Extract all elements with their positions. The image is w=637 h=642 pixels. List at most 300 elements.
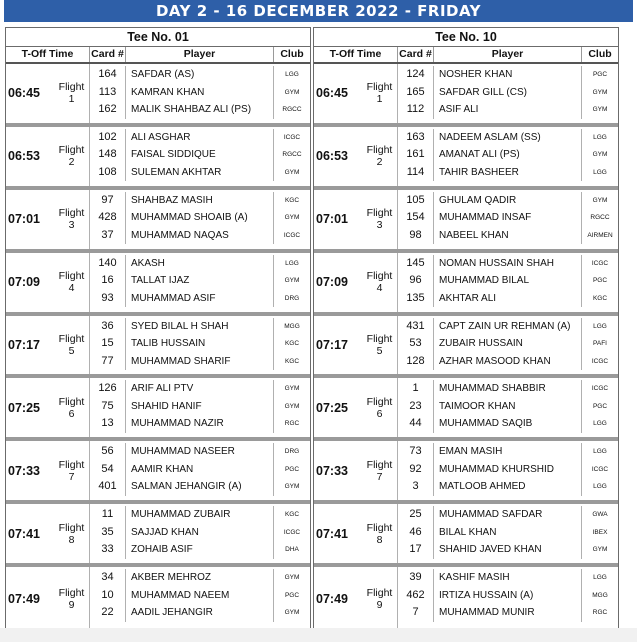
club-code: LGG xyxy=(593,168,607,176)
card-number: 25 xyxy=(398,506,434,524)
card-number: 13 xyxy=(90,415,126,433)
player-name: MUHAMMAD SHABBIR xyxy=(434,380,582,398)
header-club: Club xyxy=(280,48,304,60)
player-row xyxy=(398,478,618,496)
player-name: MUHAMMAD ZUBAIR xyxy=(126,506,274,524)
flight-number: 4 xyxy=(376,282,383,295)
player-row xyxy=(90,353,310,371)
flight-word: Flight xyxy=(58,207,85,220)
club-code: ICGC xyxy=(283,133,301,141)
player-name: MUHAMMAD NASEER xyxy=(126,443,274,461)
player-name: EMAN MASIH xyxy=(434,443,582,461)
flight-label xyxy=(54,504,90,563)
flight-group xyxy=(6,253,310,316)
tee-title: Tee No. 01 xyxy=(6,28,310,47)
club-code: GYM xyxy=(284,88,300,96)
flight-number: 4 xyxy=(68,282,75,295)
club-code: ICGC xyxy=(591,259,609,267)
player-list xyxy=(90,506,310,559)
player-name: MUHAMMAD SAFDAR xyxy=(434,506,582,524)
flight-group xyxy=(314,190,618,253)
card-number: 1 xyxy=(398,380,434,398)
flight-number: 2 xyxy=(68,156,75,169)
card-number: 93 xyxy=(90,290,126,308)
club-code: KGC xyxy=(284,357,300,365)
flight-label xyxy=(362,127,398,186)
player-row xyxy=(90,209,310,227)
card-number: 135 xyxy=(398,290,434,308)
club-code: RGCC xyxy=(282,106,302,113)
card-number: 7 xyxy=(398,604,434,622)
club-code: PGC xyxy=(284,591,300,599)
player-list xyxy=(90,443,310,496)
card-number: 145 xyxy=(398,255,434,273)
card-number: 36 xyxy=(90,318,126,336)
card-number: 462 xyxy=(398,587,434,605)
player-name: MUHAMMAD MUNIR xyxy=(434,604,582,622)
player-list xyxy=(398,380,618,433)
club-code: LGG xyxy=(593,483,607,491)
flight-word: Flight xyxy=(58,521,85,534)
player-row xyxy=(398,415,618,433)
player-name: AZHAR MASOOD KHAN xyxy=(434,353,582,371)
flight-group xyxy=(6,441,310,504)
player-name: NOMAN HUSSAIN SHAH xyxy=(434,255,582,273)
player-name: NOSHER KHAN xyxy=(434,66,582,84)
card-number: 16 xyxy=(90,272,126,290)
flight-label xyxy=(54,127,90,186)
flight-group xyxy=(6,316,310,379)
club-code: RGC xyxy=(592,609,608,617)
flight-label xyxy=(362,253,398,312)
tee-off-time: 07:25 xyxy=(316,400,348,415)
flight-groups xyxy=(314,64,618,630)
flight-label xyxy=(362,567,398,630)
player-list xyxy=(398,569,618,622)
player-row xyxy=(398,569,618,587)
club-code: LGG xyxy=(285,71,299,78)
flight-number: 7 xyxy=(376,470,383,483)
player-row xyxy=(90,129,310,147)
flight-number: 7 xyxy=(68,470,75,483)
player-name: MALIK SHAHBAZ ALI (PS) xyxy=(126,101,274,119)
player-row xyxy=(90,541,310,559)
card-number: 56 xyxy=(90,443,126,461)
player-row xyxy=(90,443,310,461)
club-code: LGG xyxy=(593,420,607,428)
flight-number: 9 xyxy=(68,598,75,611)
flight-group xyxy=(314,441,618,504)
club-code: KGC xyxy=(284,196,300,204)
flight-label xyxy=(362,64,398,123)
club-code: LGG xyxy=(593,133,607,141)
player-name: AADIL JEHANGIR xyxy=(126,604,274,622)
player-name: TAIMOOR KHAN xyxy=(434,398,582,416)
card-number: 96 xyxy=(398,272,434,290)
player-row xyxy=(90,569,310,587)
card-number: 126 xyxy=(90,380,126,398)
flight-label xyxy=(54,190,90,249)
player-name: TALLAT IJAZ xyxy=(126,272,274,290)
player-name: MUHAMMAD SHARIF xyxy=(126,353,274,371)
card-number: 114 xyxy=(398,164,434,182)
flight-group xyxy=(6,378,310,441)
player-name: MUHAMMAD NAQAS xyxy=(126,227,274,245)
card-number: 35 xyxy=(90,524,126,542)
header-club: Club xyxy=(588,48,612,60)
club-code: DHA xyxy=(285,546,299,554)
player-name: KAMRAN KHAN xyxy=(126,84,274,102)
club-code: MGG xyxy=(284,322,300,330)
tee-off-time: 07:41 xyxy=(316,526,348,541)
player-row xyxy=(398,192,618,210)
player-row xyxy=(398,227,618,245)
player-name: SYED BILAL H SHAH xyxy=(126,318,274,336)
flight-word: Flight xyxy=(366,144,393,157)
card-number: 11 xyxy=(90,506,126,524)
player-list xyxy=(90,318,310,371)
flight-number: 3 xyxy=(68,219,75,232)
player-list xyxy=(398,255,618,308)
flight-label xyxy=(362,316,398,375)
club-code: GYM xyxy=(592,88,608,96)
player-row xyxy=(90,84,310,102)
flight-word: Flight xyxy=(58,144,85,157)
player-row xyxy=(90,318,310,336)
club-code: LGG xyxy=(593,322,607,330)
player-row xyxy=(90,272,310,290)
player-row xyxy=(90,164,310,182)
flight-group xyxy=(6,504,310,567)
flight-word: Flight xyxy=(58,586,85,599)
player-list xyxy=(398,66,618,119)
player-row xyxy=(398,604,618,622)
flight-number: 6 xyxy=(376,407,383,420)
player-row xyxy=(398,255,618,273)
player-row xyxy=(90,587,310,605)
club-code: GYM xyxy=(592,106,608,113)
header-player: Player xyxy=(126,47,274,62)
player-row xyxy=(398,290,618,308)
tee-off-time: 07:25 xyxy=(8,400,40,415)
flight-label xyxy=(54,253,90,312)
player-row xyxy=(398,84,618,102)
flight-label xyxy=(362,378,398,437)
flight-group xyxy=(314,567,618,630)
flight-number: 6 xyxy=(68,407,75,420)
card-number: 108 xyxy=(90,164,126,182)
player-row xyxy=(398,146,618,164)
club-code: AIRMEN xyxy=(587,231,613,239)
player-name: MUHAMMAD KHURSHID xyxy=(434,461,582,479)
flight-word: Flight xyxy=(366,81,393,94)
player-name: SHAHBAZ MASIH xyxy=(126,192,274,210)
player-name: MUHAMMAD NAEEM xyxy=(126,587,274,605)
player-row xyxy=(90,192,310,210)
tee-off-time: 07:17 xyxy=(8,338,40,352)
player-name: MUHAMMAD NAZIR xyxy=(126,415,274,433)
club-code: RGCC xyxy=(282,151,302,159)
player-row xyxy=(90,66,310,84)
club-code: MGG xyxy=(592,591,608,599)
tee-off-time: 07:41 xyxy=(8,526,40,541)
card-number: 98 xyxy=(398,227,434,245)
card-number: 113 xyxy=(90,84,126,102)
player-list xyxy=(90,66,310,119)
flight-word: Flight xyxy=(58,270,85,283)
club-code: GYM xyxy=(284,277,300,285)
tee-off-time: 07:49 xyxy=(8,591,40,606)
flight-number: 5 xyxy=(68,345,75,357)
player-name: MATLOOB AHMED xyxy=(434,478,582,496)
card-number: 162 xyxy=(90,101,126,119)
card-number: 77 xyxy=(90,353,126,371)
flight-label xyxy=(362,504,398,563)
card-number: 105 xyxy=(398,192,434,210)
player-row xyxy=(398,587,618,605)
club-code: KGC xyxy=(284,340,300,348)
player-name: AKBER MEHROZ xyxy=(126,569,274,587)
player-row xyxy=(90,101,310,119)
flight-group xyxy=(314,64,618,127)
player-name: BILAL KHAN xyxy=(434,524,582,542)
player-name: AKASH xyxy=(126,255,274,273)
card-number: 128 xyxy=(398,353,434,371)
flight-word: Flight xyxy=(366,521,393,534)
player-list xyxy=(90,192,310,245)
tee-off-time: 06:53 xyxy=(8,149,40,164)
card-number: 154 xyxy=(398,209,434,227)
player-name: KASHIF MASIH xyxy=(434,569,582,587)
tee-off-time: 06:45 xyxy=(8,86,40,101)
player-list xyxy=(398,443,618,496)
flight-word: Flight xyxy=(58,81,85,94)
player-list xyxy=(398,192,618,245)
tee-off-time: 07:01 xyxy=(8,212,40,227)
player-name: ASIF ALI xyxy=(434,101,582,119)
player-name: MUHAMMAD ASIF xyxy=(126,290,274,308)
header-player: Player xyxy=(434,47,582,62)
player-row xyxy=(398,461,618,479)
club-code: GWA xyxy=(592,511,608,519)
flight-label xyxy=(54,567,90,630)
player-name: FAISAL SIDDIQUE xyxy=(126,146,274,164)
tee-table-01 xyxy=(5,27,311,631)
card-number: 75 xyxy=(90,398,126,416)
card-number: 161 xyxy=(398,146,434,164)
flight-group xyxy=(6,567,310,630)
club-code: KGC xyxy=(592,294,608,302)
flight-number: 2 xyxy=(376,156,383,169)
club-code: ICGC xyxy=(283,528,301,536)
club-code: GYM xyxy=(284,214,300,222)
player-row xyxy=(90,506,310,524)
player-row xyxy=(398,335,618,353)
player-name: ZUBAIR HUSSAIN xyxy=(434,335,582,353)
tee-off-time: 07:09 xyxy=(8,275,40,290)
flight-number: 3 xyxy=(376,219,383,232)
club-code: KGC xyxy=(284,511,300,519)
flight-group xyxy=(6,64,310,127)
player-name: SHAHID JAVED KHAN xyxy=(434,541,582,559)
player-row xyxy=(398,541,618,559)
flight-number: 5 xyxy=(376,345,383,357)
card-number: 163 xyxy=(398,129,434,147)
header-time: T-Off Time xyxy=(314,47,398,62)
page-bottom-strip xyxy=(0,628,637,642)
player-name: SHAHID HANIF xyxy=(126,398,274,416)
player-name: AAMIR KHAN xyxy=(126,461,274,479)
player-name: SALMAN JEHANGIR (A) xyxy=(126,478,274,496)
card-number: 3 xyxy=(398,478,434,496)
card-number: 428 xyxy=(90,209,126,227)
flight-group xyxy=(6,190,310,253)
header-time: T-Off Time xyxy=(6,47,90,62)
club-code: PAFI xyxy=(593,340,607,348)
flight-word: Flight xyxy=(366,270,393,283)
header-card: Card # xyxy=(90,47,126,62)
card-number: 431 xyxy=(398,318,434,336)
flight-label xyxy=(54,316,90,375)
card-number: 124 xyxy=(398,66,434,84)
player-row xyxy=(90,380,310,398)
card-number: 73 xyxy=(398,443,434,461)
flight-group xyxy=(314,253,618,316)
club-code: ICGC xyxy=(591,385,609,393)
schedule-banner: DAY 2 - 16 DECEMBER 2022 - FRIDAY xyxy=(4,0,633,22)
card-number: 112 xyxy=(398,101,434,119)
player-list xyxy=(398,506,618,559)
card-number: 33 xyxy=(90,541,126,559)
tee-off-time: 07:09 xyxy=(316,275,348,290)
header-card: Card # xyxy=(398,47,434,62)
tee-off-time: 07:33 xyxy=(316,463,348,478)
player-name: MUHAMMAD SAQIB xyxy=(434,415,582,433)
tee-off-time: 07:49 xyxy=(316,591,348,606)
club-code: DRG xyxy=(284,294,300,302)
flight-label xyxy=(362,190,398,249)
player-name: IRTIZA HUSSAIN (A) xyxy=(434,587,582,605)
player-row xyxy=(90,335,310,353)
club-code: GYM xyxy=(592,546,608,554)
player-name: NABEEL KHAN xyxy=(434,227,582,245)
club-code: PGC xyxy=(592,277,608,285)
player-row xyxy=(398,272,618,290)
flight-number: 8 xyxy=(376,533,383,546)
club-code: GYM xyxy=(592,151,608,159)
flight-word: Flight xyxy=(366,458,393,471)
flight-group xyxy=(6,127,310,190)
card-number: 17 xyxy=(398,541,434,559)
player-name: TAHIR BASHEER xyxy=(434,164,582,182)
club-code: LGG xyxy=(593,574,607,582)
player-row xyxy=(90,461,310,479)
card-number: 23 xyxy=(398,398,434,416)
flight-word: Flight xyxy=(366,586,393,599)
player-list xyxy=(398,318,618,371)
club-code: DRG xyxy=(284,448,300,456)
player-row xyxy=(398,443,618,461)
card-number: 92 xyxy=(398,461,434,479)
player-name: MUHAMMAD INSAF xyxy=(434,209,582,227)
player-name: TALIB HUSSAIN xyxy=(126,335,274,353)
player-list xyxy=(90,380,310,433)
player-name: SAJJAD KHAN xyxy=(126,524,274,542)
card-number: 44 xyxy=(398,415,434,433)
card-number: 22 xyxy=(90,604,126,622)
player-row xyxy=(90,415,310,433)
player-row xyxy=(398,209,618,227)
player-row xyxy=(398,164,618,182)
flight-group xyxy=(314,504,618,567)
card-number: 140 xyxy=(90,255,126,273)
tee-off-time: 06:53 xyxy=(316,149,348,164)
player-row xyxy=(398,353,618,371)
player-row xyxy=(90,604,310,622)
card-number: 148 xyxy=(90,146,126,164)
flight-label xyxy=(54,64,90,123)
flight-word: Flight xyxy=(58,333,85,345)
club-code: PGC xyxy=(592,402,608,410)
club-code: GYM xyxy=(284,574,300,582)
card-number: 54 xyxy=(90,461,126,479)
player-row xyxy=(398,318,618,336)
player-name: MUHAMMAD SHOAIB (A) xyxy=(126,209,274,227)
player-row xyxy=(90,478,310,496)
flight-label xyxy=(54,378,90,437)
player-name: SULEMAN AKHTAR xyxy=(126,164,274,182)
player-row xyxy=(90,398,310,416)
flight-word: Flight xyxy=(58,458,85,471)
column-headers xyxy=(314,47,618,64)
player-row xyxy=(90,255,310,273)
column-headers xyxy=(6,47,310,64)
card-number: 10 xyxy=(90,587,126,605)
tee-off-time: 07:01 xyxy=(316,212,348,227)
card-number: 39 xyxy=(398,569,434,587)
club-code: ICGC xyxy=(591,465,609,473)
card-number: 102 xyxy=(90,129,126,147)
tee-table-10 xyxy=(313,27,619,631)
flight-label xyxy=(362,441,398,500)
card-number: 53 xyxy=(398,335,434,353)
club-code: PGC xyxy=(592,71,608,78)
player-name: ZOHAIB ASIF xyxy=(126,541,274,559)
card-number: 15 xyxy=(90,335,126,353)
player-row xyxy=(398,380,618,398)
player-row xyxy=(398,506,618,524)
flight-number: 1 xyxy=(376,93,383,106)
card-number: 401 xyxy=(90,478,126,496)
club-code: LGG xyxy=(593,448,607,456)
club-code: GYM xyxy=(284,483,300,491)
player-row xyxy=(90,227,310,245)
club-code: GYM xyxy=(284,385,300,393)
card-number: 164 xyxy=(90,66,126,84)
player-row xyxy=(90,524,310,542)
player-name: SAFDAR GILL (CS) xyxy=(434,84,582,102)
card-number: 165 xyxy=(398,84,434,102)
club-code: GYM xyxy=(284,402,300,410)
player-name: ALI ASGHAR xyxy=(126,129,274,147)
player-row xyxy=(398,101,618,119)
club-code: IBEX xyxy=(592,528,608,536)
club-code: ICGC xyxy=(591,357,609,365)
tee-title: Tee No. 10 xyxy=(314,28,618,47)
player-list xyxy=(90,255,310,308)
flight-word: Flight xyxy=(366,395,393,408)
player-row xyxy=(398,129,618,147)
